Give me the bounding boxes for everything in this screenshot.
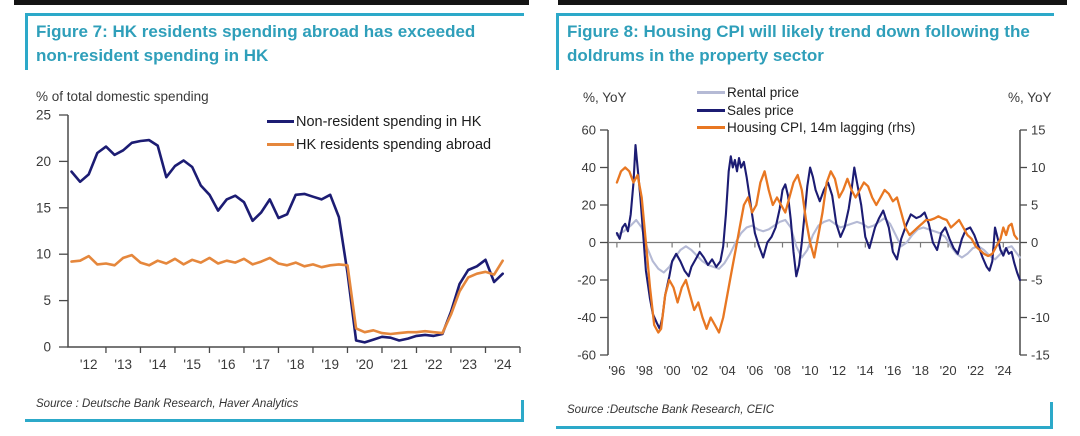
svg-text:-5: -5 [1031,272,1043,288]
legend-item [697,84,915,102]
svg-text:'14: '14 [148,357,167,372]
legend-line-swatch [267,143,294,146]
svg-text:0: 0 [43,339,51,355]
legend-label: HK residents spending abroad [296,136,492,153]
panel-border-left [556,13,559,70]
svg-text:20: 20 [581,197,596,213]
svg-text:'24: '24 [493,357,512,372]
top-black-bar [558,0,1067,5]
panel-border-corner [1050,402,1053,429]
svg-text:'23: '23 [459,357,478,372]
svg-text:20: 20 [35,153,51,169]
legend-item [267,133,491,156]
svg-text:'22: '22 [967,363,985,378]
svg-text:'12: '12 [79,357,98,372]
figure7-title: Figure 7: HK residents spending abroad has exceeded non-resident spending in HK [36,22,476,66]
legend-item [267,110,491,133]
svg-text:0: 0 [1031,235,1039,250]
svg-text:60: 60 [581,122,596,138]
svg-text:15: 15 [1031,122,1046,138]
figure8-source: Source :Deutsche Bank Research, CEIC [567,404,775,416]
svg-text:'20: '20 [939,363,957,378]
svg-text:'21: '21 [390,357,409,372]
svg-text:25: 25 [35,107,51,123]
svg-text:'18: '18 [912,363,929,378]
legend-item [697,102,915,120]
svg-text:5: 5 [43,293,51,309]
figure8-right-axis-label: %, YoY [1008,90,1052,105]
svg-text:'20: '20 [355,357,374,372]
svg-text:-15: -15 [1031,347,1050,363]
legend-item [697,119,915,137]
svg-text:40: 40 [581,160,596,175]
svg-text:-40: -40 [577,310,596,325]
legend-line-swatch [267,120,294,123]
legend-line-swatch [697,91,725,94]
figure8-left-axis-label: %, YoY [583,90,627,105]
legend-line-swatch [697,109,725,112]
svg-text:'22: '22 [424,357,443,372]
legend-label: Housing CPI, 14m lagging (rhs) [727,120,916,136]
svg-text:15: 15 [35,200,51,216]
legend-line-swatch [697,126,725,129]
svg-text:5: 5 [1031,197,1039,213]
svg-text:'19: '19 [321,357,340,372]
svg-text:'06: '06 [746,363,764,378]
svg-text:'16: '16 [884,363,902,378]
svg-text:'18: '18 [286,357,305,372]
panel-border-bottom [556,426,1053,429]
svg-text:'12: '12 [829,363,847,378]
figure7-y-axis-label: % of total domestic spending [36,89,209,104]
svg-text:'15: '15 [183,357,202,372]
svg-text:-20: -20 [577,272,596,288]
panel-border-top [556,13,1054,16]
svg-text:'02: '02 [691,363,709,378]
figure8-title: Figure 8: Housing CPI will likely trend down following the doldrums in the property sector [567,22,1030,66]
svg-text:-10: -10 [1031,310,1050,325]
svg-text:-60: -60 [577,347,596,363]
legend-label: Rental price [727,85,800,101]
legend-label: Non-resident spending in HK [296,113,482,130]
svg-text:'24: '24 [994,363,1012,378]
svg-text:'10: '10 [801,363,819,378]
figure8-legend [697,84,915,137]
svg-text:'08: '08 [774,363,791,378]
svg-text:'96: '96 [608,363,626,378]
svg-text:'14: '14 [856,363,874,378]
svg-text:'16: '16 [217,357,236,372]
svg-text:'98: '98 [636,363,653,378]
svg-text:'00: '00 [663,363,681,378]
svg-text:'17: '17 [252,357,271,372]
legend-label: Sales price [727,102,794,118]
figure7-source: Source : Deutsche Bank Research, Haver Analytics [36,398,299,410]
svg-text:10: 10 [35,246,51,262]
svg-text:'04: '04 [718,363,736,378]
figure7-legend [267,110,491,156]
svg-text:0: 0 [588,235,596,250]
svg-text:'13: '13 [114,357,133,372]
svg-text:10: 10 [1031,160,1046,175]
